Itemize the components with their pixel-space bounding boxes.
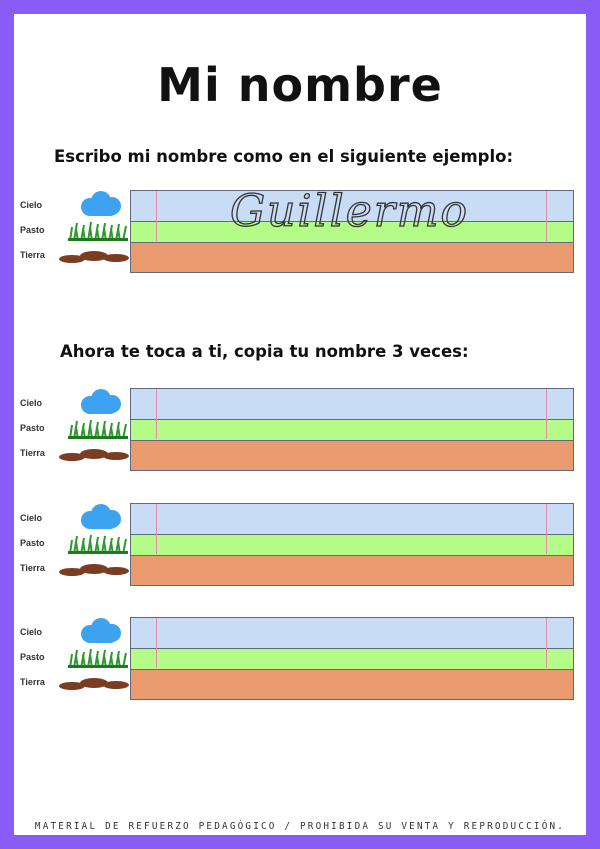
- margin-line-right: [546, 191, 547, 241]
- label-tierra: Tierra: [20, 250, 45, 260]
- label-tierra: Tierra: [20, 677, 45, 687]
- grass-icon: [68, 646, 128, 668]
- margin-line-right: [546, 389, 547, 439]
- writing-lines[interactable]: [130, 503, 574, 585]
- label-tierra: Tierra: [20, 563, 45, 573]
- label-cielo: Cielo: [20, 627, 43, 637]
- grass-band: [130, 648, 574, 670]
- sky-band: [130, 617, 574, 649]
- dirt-icon: [58, 561, 130, 577]
- example-name-tracing: Guillermo: [230, 186, 469, 237]
- margin-line-right: [546, 618, 547, 668]
- cloud-icon: [76, 617, 124, 645]
- dirt-icon: [58, 446, 130, 462]
- margin-line-left: [156, 618, 157, 668]
- label-pasto: Pasto: [20, 538, 45, 548]
- margin-line-right: [546, 504, 547, 554]
- grass-icon: [68, 532, 128, 554]
- margin-line-left: [156, 389, 157, 439]
- instruction-copy: Ahora te toca a ti, copia tu nombre 3 veces:: [60, 342, 469, 361]
- sky-band: [130, 388, 574, 420]
- label-pasto: Pasto: [20, 652, 45, 662]
- instruction-example: Escribo mi nombre como en el siguiente ejemplo:: [54, 147, 514, 166]
- cloud-icon: [76, 388, 124, 416]
- margin-line-left: [156, 504, 157, 554]
- writing-row-practice-3: [14, 617, 586, 703]
- soil-band: [130, 440, 574, 471]
- sky-band: [130, 503, 574, 535]
- writing-lines[interactable]: [130, 617, 574, 699]
- grass-band: [130, 534, 574, 556]
- label-cielo: Cielo: [20, 398, 43, 408]
- label-cielo: Cielo: [20, 513, 43, 523]
- page-title: Mi nombre: [157, 58, 443, 112]
- margin-line-left: [156, 191, 157, 241]
- soil-band: [130, 555, 574, 586]
- footer-notice: MATERIAL DE REFUERZO PEDAGÓGICO / PROHIBIDA SU VENTA Y REPRODUCCIÓN.: [34, 821, 566, 832]
- grass-icon: [68, 219, 128, 241]
- writing-row-example: [14, 186, 586, 276]
- grass-band: [130, 419, 574, 441]
- dirt-icon: [58, 675, 130, 691]
- cloud-icon: [76, 190, 124, 218]
- writing-row-practice-1: [14, 388, 586, 474]
- grass-icon: [68, 417, 128, 439]
- soil-band: [130, 669, 574, 700]
- label-cielo: Cielo: [20, 200, 43, 210]
- label-pasto: Pasto: [20, 225, 45, 235]
- cloud-icon: [76, 503, 124, 531]
- label-tierra: Tierra: [20, 448, 45, 458]
- writing-lines: [130, 186, 574, 272]
- worksheet-page: [14, 14, 586, 835]
- writing-lines[interactable]: [130, 388, 574, 470]
- writing-row-practice-2: [14, 503, 586, 589]
- soil-band: [130, 242, 574, 273]
- label-pasto: Pasto: [20, 423, 45, 433]
- dirt-icon: [58, 248, 130, 264]
